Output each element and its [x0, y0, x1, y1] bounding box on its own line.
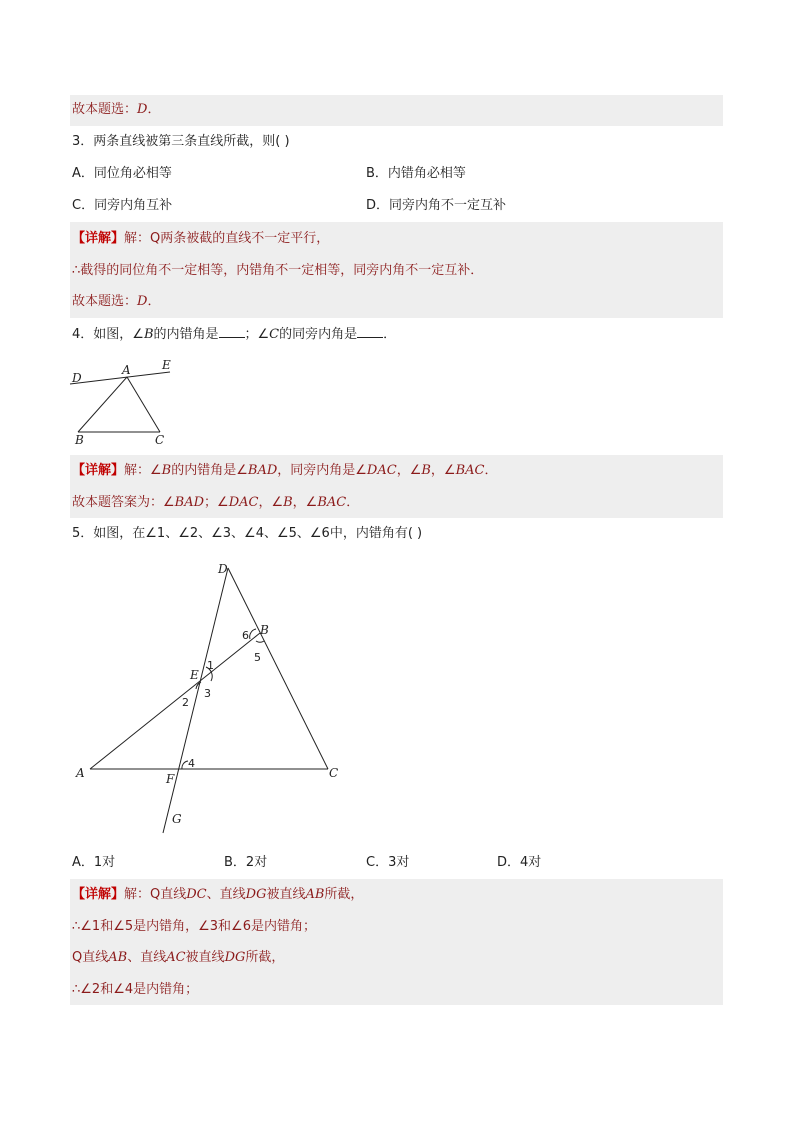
label-d: D: [72, 371, 82, 385]
q5-option-b: B．2对: [224, 855, 268, 870]
answer-blank-1[interactable]: [219, 323, 245, 338]
label-angle-6: 6: [242, 629, 249, 642]
line-ab: [90, 633, 260, 769]
q4-solution-line2: 故本题答案为：∠BAD；∠DAC，∠B，∠BAC．: [72, 495, 360, 510]
segment-ac: [127, 377, 160, 432]
label-angle-3: 3: [204, 687, 211, 700]
q5-solution-line1: 【详解】解：Q直线DC、直线DG被直线AB所截，: [72, 887, 364, 902]
prev-answer-line: [72, 99, 160, 121]
line-dg: [163, 568, 228, 833]
label-e: E: [190, 668, 199, 682]
label-f: F: [166, 772, 175, 786]
q5-question: 5．如图，在∠1、∠2、∠3、∠4、∠5、∠6中，内错角有( ): [72, 526, 423, 541]
q5-solution-line3: Q直线AB、直线AC被直线DG所截，: [72, 950, 285, 965]
label-b: B: [260, 623, 269, 637]
q3-option-c: C．同旁内角互补: [72, 198, 173, 213]
q3-option-d: D．同旁内角不一定互补: [366, 198, 507, 213]
answer-var: D: [137, 102, 148, 117]
q3-solution-line2: ∴截得的同位角不一定相等，内错角不一定相等，同旁内角不一定互补．: [72, 263, 484, 278]
q3-option-b: B．内错角必相等: [366, 166, 466, 181]
q4-solution-line1: 【详解】解：∠B的内错角是∠BAD，同旁内角是∠DAC，∠B，∠BAC．: [72, 463, 498, 478]
label-c: C: [155, 433, 165, 447]
q3-solution-line1: 【详解】解：Q两条被截的直线不一定平行，: [72, 231, 330, 246]
q3-solution-line3: 故本题选：D．: [72, 294, 161, 309]
label-angle-2: 2: [182, 696, 189, 709]
q5-option-a: A．1对: [72, 855, 116, 870]
q5-solution-line4: ∴∠2和∠4是内错角；: [72, 982, 199, 997]
q5-solution-line2: ∴∠1和∠5是内错角，∠3和∠6是内错角；: [72, 919, 316, 934]
label-angle-5: 5: [254, 651, 261, 664]
solution-block-prev: [70, 95, 723, 126]
line-de: [70, 372, 170, 384]
line-dc: [228, 568, 328, 769]
label-e: E: [162, 358, 171, 372]
answer-blank-2[interactable]: [357, 323, 383, 338]
label-g: G: [172, 812, 182, 826]
q4-question: 4．如图，∠B的内错角是 ；∠C的同旁内角是 ．: [72, 323, 396, 345]
q3-question: 3．两条直线被第三条直线所截，则( ): [72, 134, 290, 149]
label-a: A: [122, 363, 131, 377]
angle-mark-5: [256, 641, 264, 642]
q5-option-c: C．3对: [366, 855, 410, 870]
label-d: D: [218, 562, 228, 576]
solution-tag: 【详解】: [72, 231, 125, 246]
segment-ab: [78, 377, 127, 432]
answer-prefix: 故本题选：: [72, 102, 138, 117]
label-a: A: [76, 766, 85, 780]
answer-suffix: ．: [147, 102, 161, 117]
q4-triangle-figure: [66, 352, 186, 452]
label-angle-4: 4: [188, 757, 195, 770]
q3-option-a: A．同位角必相等: [72, 166, 172, 181]
label-c: C: [329, 766, 339, 780]
label-angle-1: 1: [207, 659, 214, 672]
q5-triangle-figure: [70, 555, 350, 845]
q5-option-d: D．4对: [497, 855, 542, 870]
label-b: B: [75, 433, 84, 447]
